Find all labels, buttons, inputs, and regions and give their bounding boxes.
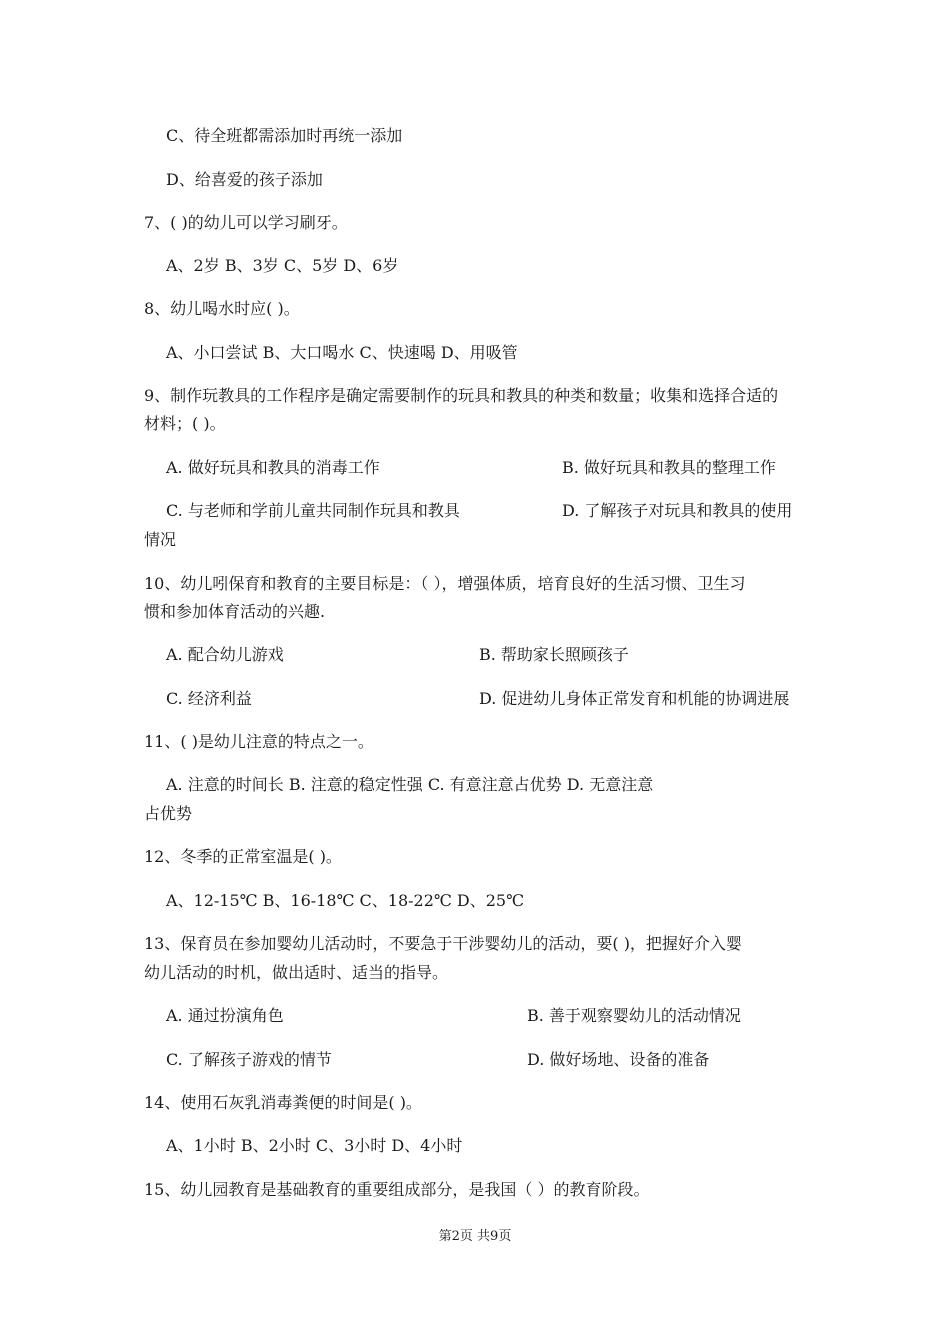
question-15: 15、幼儿园教育是基础教育的重要组成部分，是我国（ ）的教育阶段。: [144, 1180, 650, 1199]
question-7: 7、( )的幼儿可以学习刷牙。: [144, 213, 348, 232]
q13-option-b: B. 善于观察婴幼儿的活动情况: [527, 1006, 741, 1025]
question-13-line-2: 幼儿活动的时机，做出适时、适当的指导。: [144, 963, 449, 982]
q13-option-c: C. 了解孩子游戏的情节: [166, 1050, 332, 1069]
question-9-line-2: 材料；( )。: [144, 414, 226, 433]
question-10-line-2: 惯和参加体育活动的兴趣.: [144, 602, 326, 621]
question-13-line-1: 13、保育员在参加婴幼儿活动时，不要急于干涉婴幼儿的活动，要( )，把握好介入婴: [144, 934, 742, 953]
q10-option-c: C. 经济利益: [166, 689, 252, 708]
page-footer: 第2页 共9页: [438, 1229, 512, 1244]
q10-option-a: A. 配合幼儿游戏: [166, 645, 284, 664]
q9-option-b: B. 做好玩具和教具的整理工作: [562, 458, 776, 477]
question-8-options: A、小口尝试 B、大口喝水 C、快速喝 D、用吸管: [166, 343, 518, 362]
question-9-line-1: 9、制作玩教具的工作程序是确定需要制作的玩具和教具的种类和数量；收集和选择合适的: [144, 386, 779, 405]
question-7-options: A、2岁 B、3岁 C、5岁 D、6岁: [166, 256, 399, 275]
q10-option-d: D. 促进幼儿身体正常发育和机能的协调进展: [479, 689, 790, 708]
question-11: 11、( )是幼儿注意的特点之一。: [144, 732, 374, 751]
q6-option-c: C、待全班都需添加时再统一添加: [166, 126, 403, 145]
question-14-options: A、1小时 B、2小时 C、3小时 D、4小时: [166, 1136, 463, 1155]
q13-option-a: A. 通过扮演角色: [166, 1006, 284, 1025]
question-12-options: A、12-15℃ B、16-18℃ C、18-22℃ D、25℃: [166, 891, 524, 910]
question-11-options: A. 注意的时间长 B. 注意的稳定性强 C. 有意注意占优势 D. 无意注意: [166, 775, 654, 794]
question-8: 8、幼儿喝水时应( )。: [144, 299, 300, 318]
q9-option-d-continued: 情况: [144, 530, 177, 549]
question-10-line-1: 10、幼儿吲保育和教育的主要目标是：（ ），增强体质，培育良好的生活习惯、卫生习: [144, 574, 746, 593]
question-14: 14、使用石灰乳消毒粪便的时间是( )。: [144, 1093, 422, 1112]
q6-option-d: D、给喜爱的孩子添加: [166, 170, 323, 189]
question-11-options-continued: 占优势: [144, 804, 193, 823]
q9-option-a: A. 做好玩具和教具的消毒工作: [166, 458, 380, 477]
q9-option-c: C. 与老师和学前儿童共同制作玩具和教具: [166, 501, 460, 520]
q13-option-d: D. 做好场地、设备的准备: [527, 1050, 710, 1069]
q9-option-d: D. 了解孩子对玩具和教具的使用: [562, 501, 793, 520]
q10-option-b: B. 帮助家长照顾孩子: [479, 645, 629, 664]
question-12: 12、冬季的正常室温是( )。: [144, 847, 342, 866]
